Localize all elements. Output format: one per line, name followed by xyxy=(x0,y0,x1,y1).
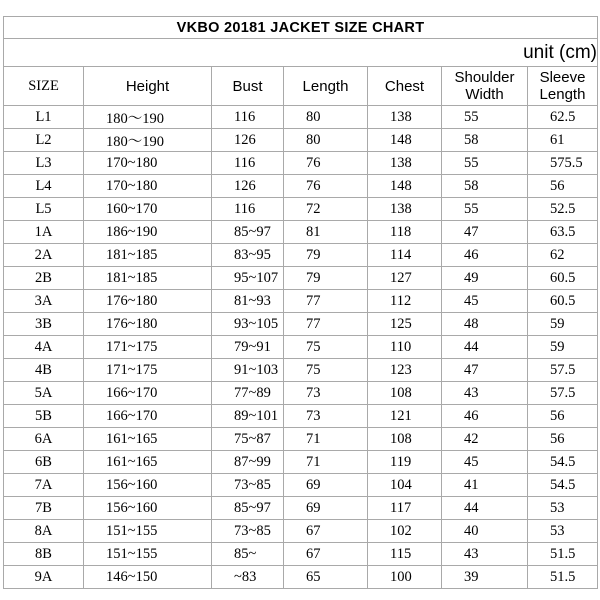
cell-chest: 102 xyxy=(368,520,442,543)
cell-bust: 73~85 xyxy=(212,520,284,543)
cell-bust: 83~95 xyxy=(212,244,284,267)
table-row xyxy=(4,543,598,566)
size-rows xyxy=(4,106,598,589)
cell-length: 80 xyxy=(284,106,368,129)
table-row xyxy=(4,497,598,520)
cell-bust: 116 xyxy=(212,198,284,221)
cell-chest: 125 xyxy=(368,313,442,336)
table-row xyxy=(4,244,598,267)
unit-label: unit (cm) xyxy=(4,39,598,67)
unit-row xyxy=(4,39,598,67)
table-row xyxy=(4,175,598,198)
header-chest: Chest xyxy=(368,67,442,106)
cell-shoulder: 43 xyxy=(442,382,528,405)
cell-sleeve: 59 xyxy=(528,336,598,359)
cell-height: 180～190 xyxy=(84,129,212,152)
cell-size: 8B xyxy=(4,543,84,566)
header-shoulder-line1: Shoulder xyxy=(454,69,515,86)
table-row xyxy=(4,129,598,152)
cell-shoulder: 43 xyxy=(442,543,528,566)
cell-height: 171~175 xyxy=(84,336,212,359)
table-row xyxy=(4,313,598,336)
cell-length: 67 xyxy=(284,520,368,543)
cell-sleeve: 60.5 xyxy=(528,290,598,313)
cell-length: 79 xyxy=(284,267,368,290)
cell-length: 69 xyxy=(284,474,368,497)
cell-bust: 85~ xyxy=(212,543,284,566)
cell-size: 5A xyxy=(4,382,84,405)
cell-size: 2A xyxy=(4,244,84,267)
cell-size: L2 xyxy=(4,129,84,152)
cell-height: 151~155 xyxy=(84,520,212,543)
cell-size: 7A xyxy=(4,474,84,497)
cell-length: 71 xyxy=(284,428,368,451)
cell-bust: 93~105 xyxy=(212,313,284,336)
cell-size: 1A xyxy=(4,221,84,244)
cell-sleeve: 56 xyxy=(528,405,598,428)
cell-height: 171~175 xyxy=(84,359,212,382)
cell-size: 6B xyxy=(4,451,84,474)
cell-length: 69 xyxy=(284,497,368,520)
cell-height: 156~160 xyxy=(84,497,212,520)
header-length: Length xyxy=(284,67,368,106)
cell-size: L4 xyxy=(4,175,84,198)
header-sleeve-line2: Length xyxy=(539,86,586,103)
table-row xyxy=(4,405,598,428)
cell-sleeve: 52.5 xyxy=(528,198,598,221)
cell-chest: 108 xyxy=(368,428,442,451)
table-row xyxy=(4,520,598,543)
cell-shoulder: 55 xyxy=(442,152,528,175)
title-row xyxy=(4,17,598,39)
cell-chest: 115 xyxy=(368,543,442,566)
cell-sleeve: 59 xyxy=(528,313,598,336)
cell-height: 176~180 xyxy=(84,290,212,313)
chart-title: VKBO 20181 JACKET SIZE CHART xyxy=(4,17,598,39)
cell-length: 76 xyxy=(284,152,368,175)
cell-shoulder: 55 xyxy=(442,198,528,221)
header-shoulder-line2: Width xyxy=(465,86,504,103)
cell-bust: 95~107 xyxy=(212,267,284,290)
header-sleeve-line1: Sleeve xyxy=(539,69,586,86)
cell-bust: 116 xyxy=(212,106,284,129)
cell-shoulder: 45 xyxy=(442,290,528,313)
cell-shoulder: 46 xyxy=(442,405,528,428)
cell-bust: ~83 xyxy=(212,566,284,589)
cell-chest: 114 xyxy=(368,244,442,267)
cell-length: 72 xyxy=(284,198,368,221)
cell-bust: 85~97 xyxy=(212,497,284,520)
cell-height: 170~180 xyxy=(84,152,212,175)
column-header-row xyxy=(4,67,598,106)
cell-chest: 121 xyxy=(368,405,442,428)
cell-sleeve: 54.5 xyxy=(528,451,598,474)
cell-shoulder: 58 xyxy=(442,175,528,198)
cell-height: 180～190 xyxy=(84,106,212,129)
cell-shoulder: 47 xyxy=(442,221,528,244)
cell-bust: 73~85 xyxy=(212,474,284,497)
cell-bust: 126 xyxy=(212,175,284,198)
cell-chest: 108 xyxy=(368,382,442,405)
cell-sleeve: 56 xyxy=(528,428,598,451)
cell-length: 73 xyxy=(284,382,368,405)
table-row xyxy=(4,267,598,290)
cell-bust: 126 xyxy=(212,129,284,152)
cell-chest: 123 xyxy=(368,359,442,382)
cell-size: L3 xyxy=(4,152,84,175)
cell-shoulder: 44 xyxy=(442,336,528,359)
cell-chest: 138 xyxy=(368,152,442,175)
cell-size: L5 xyxy=(4,198,84,221)
cell-chest: 127 xyxy=(368,267,442,290)
cell-bust: 81~93 xyxy=(212,290,284,313)
cell-sleeve: 60.5 xyxy=(528,267,598,290)
cell-shoulder: 45 xyxy=(442,451,528,474)
cell-length: 73 xyxy=(284,405,368,428)
cell-sleeve: 53 xyxy=(528,520,598,543)
cell-sleeve: 56 xyxy=(528,175,598,198)
cell-size: 8A xyxy=(4,520,84,543)
cell-length: 67 xyxy=(284,543,368,566)
cell-sleeve: 63.5 xyxy=(528,221,598,244)
cell-size: 4B xyxy=(4,359,84,382)
cell-length: 77 xyxy=(284,313,368,336)
cell-size: 3A xyxy=(4,290,84,313)
cell-length: 80 xyxy=(284,129,368,152)
header-sleeve-length xyxy=(528,67,598,106)
cell-shoulder: 48 xyxy=(442,313,528,336)
cell-shoulder: 49 xyxy=(442,267,528,290)
cell-chest: 138 xyxy=(368,198,442,221)
cell-bust: 77~89 xyxy=(212,382,284,405)
cell-shoulder: 41 xyxy=(442,474,528,497)
cell-sleeve: 57.5 xyxy=(528,382,598,405)
table-row xyxy=(4,106,598,129)
cell-chest: 118 xyxy=(368,221,442,244)
cell-shoulder: 46 xyxy=(442,244,528,267)
header-size: SIZE xyxy=(4,67,84,106)
cell-sleeve: 62.5 xyxy=(528,106,598,129)
cell-shoulder: 40 xyxy=(442,520,528,543)
cell-length: 75 xyxy=(284,359,368,382)
cell-chest: 148 xyxy=(368,175,442,198)
table-row xyxy=(4,290,598,313)
table-row xyxy=(4,428,598,451)
cell-height: 161~165 xyxy=(84,451,212,474)
cell-size: L1 xyxy=(4,106,84,129)
cell-height: 186~190 xyxy=(84,221,212,244)
cell-shoulder: 58 xyxy=(442,129,528,152)
header-bust: Bust xyxy=(212,67,284,106)
cell-bust: 79~91 xyxy=(212,336,284,359)
cell-height: 176~180 xyxy=(84,313,212,336)
table-row xyxy=(4,336,598,359)
table-row xyxy=(4,198,598,221)
table-row xyxy=(4,451,598,474)
cell-sleeve: 54.5 xyxy=(528,474,598,497)
cell-length: 81 xyxy=(284,221,368,244)
cell-sleeve: 62 xyxy=(528,244,598,267)
cell-size: 9A xyxy=(4,566,84,589)
cell-shoulder: 47 xyxy=(442,359,528,382)
cell-size: 2B xyxy=(4,267,84,290)
cell-size: 6A xyxy=(4,428,84,451)
cell-chest: 112 xyxy=(368,290,442,313)
cell-length: 65 xyxy=(284,566,368,589)
cell-sleeve: 51.5 xyxy=(528,566,598,589)
cell-size: 7B xyxy=(4,497,84,520)
cell-length: 75 xyxy=(284,336,368,359)
cell-height: 181~185 xyxy=(84,244,212,267)
cell-height: 166~170 xyxy=(84,405,212,428)
cell-bust: 75~87 xyxy=(212,428,284,451)
table-row xyxy=(4,474,598,497)
size-chart-table xyxy=(3,16,598,589)
cell-sleeve: 57.5 xyxy=(528,359,598,382)
cell-bust: 116 xyxy=(212,152,284,175)
cell-shoulder: 42 xyxy=(442,428,528,451)
cell-height: 170~180 xyxy=(84,175,212,198)
cell-height: 160~170 xyxy=(84,198,212,221)
cell-sleeve: 53 xyxy=(528,497,598,520)
cell-length: 77 xyxy=(284,290,368,313)
cell-bust: 87~99 xyxy=(212,451,284,474)
cell-height: 181~185 xyxy=(84,267,212,290)
cell-shoulder: 44 xyxy=(442,497,528,520)
cell-size: 3B xyxy=(4,313,84,336)
table-row xyxy=(4,152,598,175)
header-shoulder-width xyxy=(442,67,528,106)
cell-chest: 110 xyxy=(368,336,442,359)
cell-height: 161~165 xyxy=(84,428,212,451)
cell-chest: 117 xyxy=(368,497,442,520)
cell-chest: 138 xyxy=(368,106,442,129)
header-height: Height xyxy=(84,67,212,106)
table-row xyxy=(4,382,598,405)
cell-length: 79 xyxy=(284,244,368,267)
cell-size: 4A xyxy=(4,336,84,359)
cell-height: 151~155 xyxy=(84,543,212,566)
cell-height: 146~150 xyxy=(84,566,212,589)
cell-sleeve: 61 xyxy=(528,129,598,152)
cell-size: 5B xyxy=(4,405,84,428)
cell-shoulder: 55 xyxy=(442,106,528,129)
cell-bust: 85~97 xyxy=(212,221,284,244)
cell-height: 166~170 xyxy=(84,382,212,405)
cell-length: 71 xyxy=(284,451,368,474)
cell-chest: 119 xyxy=(368,451,442,474)
cell-chest: 148 xyxy=(368,129,442,152)
cell-height: 156~160 xyxy=(84,474,212,497)
cell-chest: 104 xyxy=(368,474,442,497)
cell-sleeve: 575.5 xyxy=(528,152,598,175)
table-row xyxy=(4,359,598,382)
cell-chest: 100 xyxy=(368,566,442,589)
table-row xyxy=(4,566,598,589)
cell-bust: 89~101 xyxy=(212,405,284,428)
table-row xyxy=(4,221,598,244)
cell-shoulder: 39 xyxy=(442,566,528,589)
cell-length: 76 xyxy=(284,175,368,198)
cell-sleeve: 51.5 xyxy=(528,543,598,566)
cell-bust: 91~103 xyxy=(212,359,284,382)
